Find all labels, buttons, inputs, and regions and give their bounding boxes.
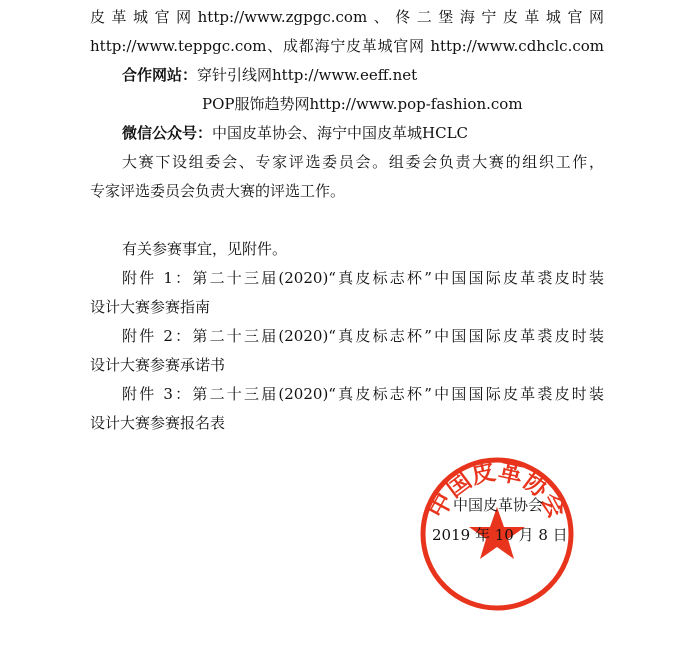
seal-text: 中国皮革协会 bbox=[422, 457, 572, 523]
attachment-1-line-1: 附件 1：第二十三届(2020)“真皮标志杯”中国国际皮革裘皮时装 bbox=[122, 269, 604, 287]
attachment-2-line-2: 设计大赛参赛承诺书 bbox=[90, 356, 226, 374]
partner-site-1: 穿针引线网http://www.eeff.net bbox=[197, 66, 418, 84]
body-line-1: 皮革城官网http://www.zgpgc.com、佟二堡海宁皮革城官网 bbox=[90, 8, 604, 26]
committee-line-1: 大赛下设组委会、专家评选委员会。组委会负责大赛的组织工作， bbox=[122, 153, 604, 171]
signature-date: 2019 年 10 月 8 日 bbox=[432, 526, 568, 544]
wechat-label: 微信公众号： bbox=[122, 124, 213, 142]
partner-sites-line bbox=[122, 64, 417, 86]
committee-line-2: 专家评选委员会负责大赛的评选工作。 bbox=[90, 182, 346, 200]
attachment-1-line-2: 设计大赛参赛指南 bbox=[90, 298, 211, 316]
wechat-accounts: 中国皮革协会、海宁中国皮革城HCLC bbox=[212, 124, 469, 142]
partner-site-2: POP服饰趋势网http://www.pop-fashion.com bbox=[202, 95, 523, 113]
wechat-line bbox=[122, 122, 468, 144]
attachments-intro: 有关参赛事宜，见附件。 bbox=[122, 240, 288, 258]
attachment-3-line-1: 附件 3：第二十三届(2020)“真皮标志杯”中国国际皮革裘皮时装 bbox=[122, 385, 604, 403]
body-line-2: http://www.teppgc.com、成都海宁皮革城官网 http://www.cdhclc.com bbox=[90, 37, 604, 55]
attachment-2-line-1: 附件 2：第二十三届(2020)“真皮标志杯”中国国际皮革裘皮时装 bbox=[122, 327, 604, 345]
signature-org: 中国皮革协会 bbox=[453, 496, 544, 514]
attachment-3-line-2: 设计大赛参赛报名表 bbox=[90, 414, 226, 432]
partner-sites-label: 合作网站： bbox=[122, 66, 198, 84]
